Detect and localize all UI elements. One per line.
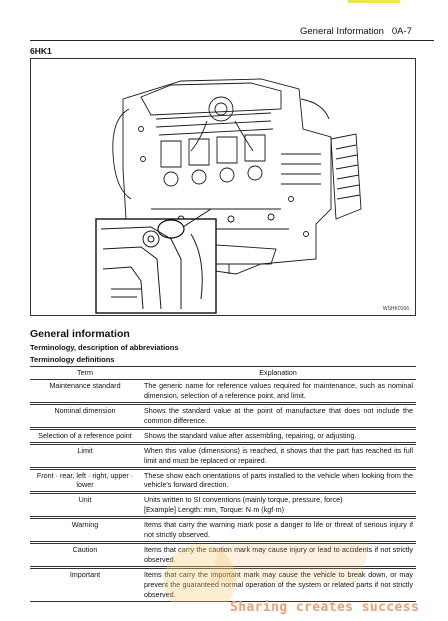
table-row bbox=[30, 494, 416, 517]
top-tab-marker bbox=[348, 0, 400, 3]
header-rule bbox=[30, 40, 434, 41]
term-cell: Limit bbox=[30, 444, 140, 467]
term-cell: Front · rear, left · right, upper · lower bbox=[30, 469, 140, 492]
term-cell: Unit bbox=[30, 494, 140, 517]
section-title: General information bbox=[30, 328, 130, 340]
explanation-cell: Items that carry the caution mark may cause injury or lead to accidents if not strictly observed. bbox=[140, 544, 416, 567]
table-row bbox=[30, 379, 416, 402]
term-cell: Caution bbox=[30, 544, 140, 567]
term-cell: Nominal dimension bbox=[30, 404, 140, 427]
explanation-cell: Items that carry the warning mark pose a danger to life or threat of serious injury if not strictly observed. bbox=[140, 519, 416, 542]
table-row bbox=[30, 444, 416, 467]
table-row bbox=[30, 469, 416, 492]
explanation-cell: When this value (dimensions) is reached, it shows that the part has reached its full limit and must be replaced or repaired. bbox=[140, 444, 416, 467]
model-label: 6HK1 bbox=[30, 46, 52, 56]
watermark-text: Sharing creates success bbox=[230, 600, 420, 615]
explanation-cell: Shows the standard value at the point of manufacture that does not include the common difference. bbox=[140, 404, 416, 427]
page-header-title: General Information 0A-7 bbox=[300, 26, 412, 37]
engine-illustration-icon bbox=[31, 59, 416, 316]
table-header-row bbox=[30, 367, 416, 380]
term-cell: Warning bbox=[30, 519, 140, 542]
section-subsubtitle: Terminology definitions bbox=[30, 355, 115, 364]
term-cell: Important bbox=[30, 569, 140, 602]
table-row bbox=[30, 544, 416, 567]
section-subtitle: Terminology, description of abbreviations bbox=[30, 343, 179, 352]
term-cell: Maintenance standard bbox=[30, 379, 140, 402]
table-header-term: Term bbox=[30, 367, 140, 380]
explanation-cell: The generic name for reference values required for maintenance, such as nominal dimension, selection of a reference point, and limit. bbox=[140, 379, 416, 402]
explanation-cell: Shows the standard value after assembling, repairing, or adjusting. bbox=[140, 429, 416, 442]
table-row bbox=[30, 519, 416, 542]
table-header-explanation: Explanation bbox=[140, 367, 416, 380]
table-row bbox=[30, 569, 416, 602]
terminology-table bbox=[30, 366, 416, 602]
term-cell: Selection of a reference point bbox=[30, 429, 140, 442]
explanation-cell: Units written to SI conventions (mainly torque, pressure, force) [Example] Length: mm, Torque: N·m (kgf·m) bbox=[140, 494, 416, 517]
engine-figure bbox=[30, 58, 416, 316]
table-row bbox=[30, 404, 416, 427]
table-row bbox=[30, 429, 416, 442]
figure-id-label: WSHK0166 bbox=[382, 306, 409, 312]
explanation-cell: Items that carry the important mark may cause the vehicle to break down, or may prevent the guaranteed normal operation of the system or related parts if not strictly observed. bbox=[140, 569, 416, 602]
explanation-cell: These show each orientations of parts installed to the vehicle when looking from the vehicle's forward direction. bbox=[140, 469, 416, 492]
